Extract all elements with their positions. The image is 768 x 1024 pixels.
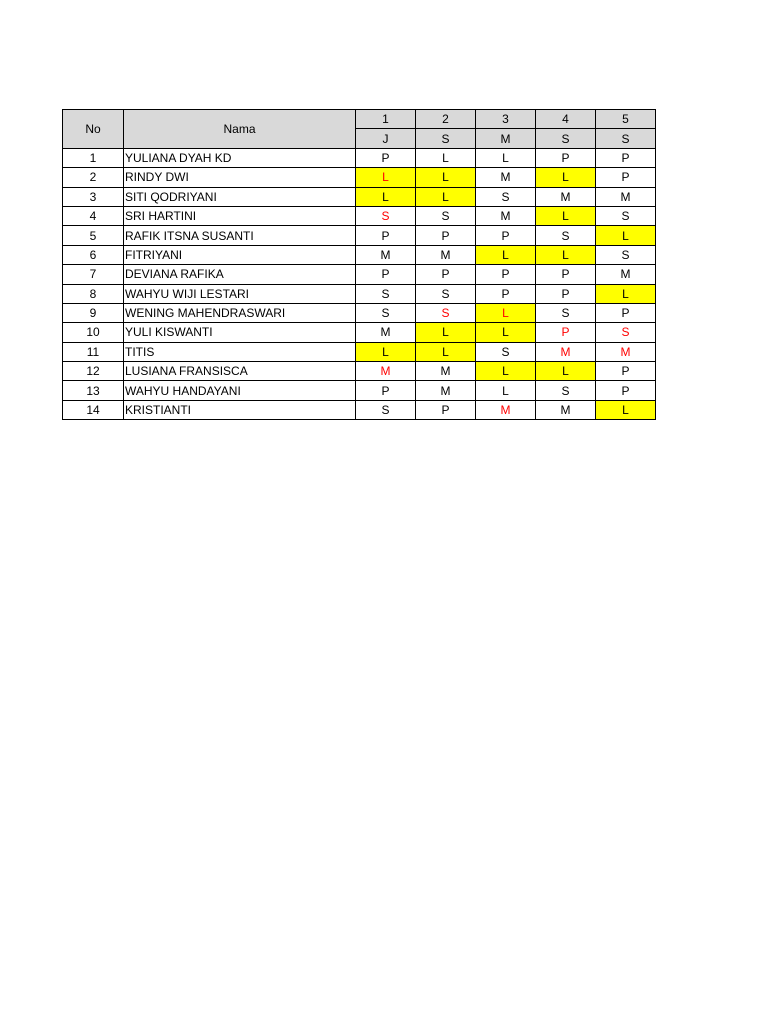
shift-cell: S (476, 342, 536, 361)
shift-cell: S (536, 226, 596, 245)
shift-cell: S (536, 381, 596, 400)
name-cell: SRI HARTINI (124, 206, 356, 225)
header-col-number: 5 (596, 110, 656, 129)
shift-cell: L (476, 148, 536, 167)
table-body (63, 148, 656, 419)
shift-cell: L (596, 400, 656, 419)
name-cell: WAHYU HANDAYANI (124, 381, 356, 400)
shift-cell: S (536, 303, 596, 322)
shift-cell: M (416, 245, 476, 264)
row-number-cell: 9 (63, 303, 124, 322)
header-col-number: 2 (416, 110, 476, 129)
table-row (63, 303, 656, 322)
shift-cell: P (536, 284, 596, 303)
shift-cell: P (476, 265, 536, 284)
shift-cell: P (476, 226, 536, 245)
row-number-cell: 4 (63, 206, 124, 225)
shift-cell: M (536, 342, 596, 361)
shift-cell: L (356, 187, 416, 206)
header-col-number: 4 (536, 110, 596, 129)
shift-cell: S (416, 303, 476, 322)
shift-cell: P (596, 362, 656, 381)
row-number-cell: 14 (63, 400, 124, 419)
shift-cell: P (536, 148, 596, 167)
shift-cell: S (356, 284, 416, 303)
header-col-day: S (416, 129, 476, 148)
shift-cell: S (596, 323, 656, 342)
shift-cell: L (536, 245, 596, 264)
row-number-cell: 11 (63, 342, 124, 361)
shift-cell: P (536, 323, 596, 342)
shift-cell: P (416, 265, 476, 284)
header-col-day: S (596, 129, 656, 148)
table-header (63, 110, 656, 149)
row-number-cell: 2 (63, 168, 124, 187)
shift-cell: P (356, 381, 416, 400)
shift-cell: L (596, 226, 656, 245)
shift-cell: P (596, 168, 656, 187)
shift-cell: M (536, 400, 596, 419)
shift-cell: M (476, 168, 536, 187)
shift-cell: L (416, 342, 476, 361)
shift-cell: L (356, 342, 416, 361)
shift-cell: P (356, 226, 416, 245)
name-cell: RAFIK ITSNA SUSANTI (124, 226, 356, 245)
name-cell: RINDY DWI (124, 168, 356, 187)
shift-cell: L (476, 323, 536, 342)
table-row (63, 342, 656, 361)
shift-cell: P (476, 284, 536, 303)
name-cell: LUSIANA FRANSISCA (124, 362, 356, 381)
shift-cell: S (356, 303, 416, 322)
table-row (63, 187, 656, 206)
shift-cell: L (416, 323, 476, 342)
name-cell: WAHYU WIJI LESTARI (124, 284, 356, 303)
shift-cell: L (536, 168, 596, 187)
name-cell: TITIS (124, 342, 356, 361)
header-col-day: J (356, 129, 416, 148)
table-row (63, 206, 656, 225)
header-nama: Nama (124, 110, 356, 149)
shift-cell: L (416, 148, 476, 167)
table-row (63, 148, 656, 167)
table-row (63, 362, 656, 381)
row-number-cell: 1 (63, 148, 124, 167)
name-cell: KRISTIANTI (124, 400, 356, 419)
name-cell: YULI KISWANTI (124, 323, 356, 342)
table-row (63, 245, 656, 264)
shift-cell: M (596, 187, 656, 206)
shift-cell: M (596, 342, 656, 361)
header-col-number: 1 (356, 110, 416, 129)
shift-cell: L (416, 168, 476, 187)
table-row (63, 381, 656, 400)
shift-cell: S (596, 206, 656, 225)
header-col-day: S (536, 129, 596, 148)
shift-cell: M (416, 362, 476, 381)
name-cell: YULIANA DYAH KD (124, 148, 356, 167)
shift-cell: S (356, 206, 416, 225)
shift-cell: P (596, 303, 656, 322)
row-number-cell: 5 (63, 226, 124, 245)
shift-cell: P (596, 148, 656, 167)
shift-cell: S (596, 245, 656, 264)
table-row (63, 265, 656, 284)
shift-cell: L (476, 245, 536, 264)
table-row (63, 284, 656, 303)
shift-cell: L (536, 362, 596, 381)
shift-cell: P (416, 226, 476, 245)
shift-cell: P (416, 400, 476, 419)
table-row (63, 168, 656, 187)
shift-cell: P (356, 265, 416, 284)
row-number-cell: 7 (63, 265, 124, 284)
header-col-day: M (476, 129, 536, 148)
shift-cell: L (476, 362, 536, 381)
row-number-cell: 3 (63, 187, 124, 206)
shift-cell: M (356, 362, 416, 381)
name-cell: FITRIYANI (124, 245, 356, 264)
table-row (63, 400, 656, 419)
shift-cell: M (596, 265, 656, 284)
row-number-cell: 12 (63, 362, 124, 381)
name-cell: SITI QODRIYANI (124, 187, 356, 206)
name-cell: DEVIANA RAFIKA (124, 265, 356, 284)
shift-cell: M (536, 187, 596, 206)
shift-cell: L (536, 206, 596, 225)
shift-cell: L (356, 168, 416, 187)
shift-cell: M (356, 245, 416, 264)
shift-cell: M (356, 323, 416, 342)
row-number-cell: 8 (63, 284, 124, 303)
header-no: No (63, 110, 124, 149)
table-row (63, 323, 656, 342)
header-row-numbers (63, 110, 656, 129)
shift-cell: P (356, 148, 416, 167)
shift-cell: L (596, 284, 656, 303)
row-number-cell: 10 (63, 323, 124, 342)
shift-cell: S (416, 206, 476, 225)
shift-cell: S (416, 284, 476, 303)
table-row (63, 226, 656, 245)
row-number-cell: 13 (63, 381, 124, 400)
shift-cell: S (476, 187, 536, 206)
shift-cell: M (476, 206, 536, 225)
name-cell: WENING MAHENDRASWARI (124, 303, 356, 322)
row-number-cell: 6 (63, 245, 124, 264)
shift-cell: L (416, 187, 476, 206)
shift-cell: L (476, 303, 536, 322)
shift-cell: M (476, 400, 536, 419)
shift-cell: P (536, 265, 596, 284)
shift-cell: P (596, 381, 656, 400)
header-col-number: 3 (476, 110, 536, 129)
shift-cell: S (356, 400, 416, 419)
shift-cell: L (476, 381, 536, 400)
shift-cell: M (416, 381, 476, 400)
schedule-table (62, 109, 656, 420)
